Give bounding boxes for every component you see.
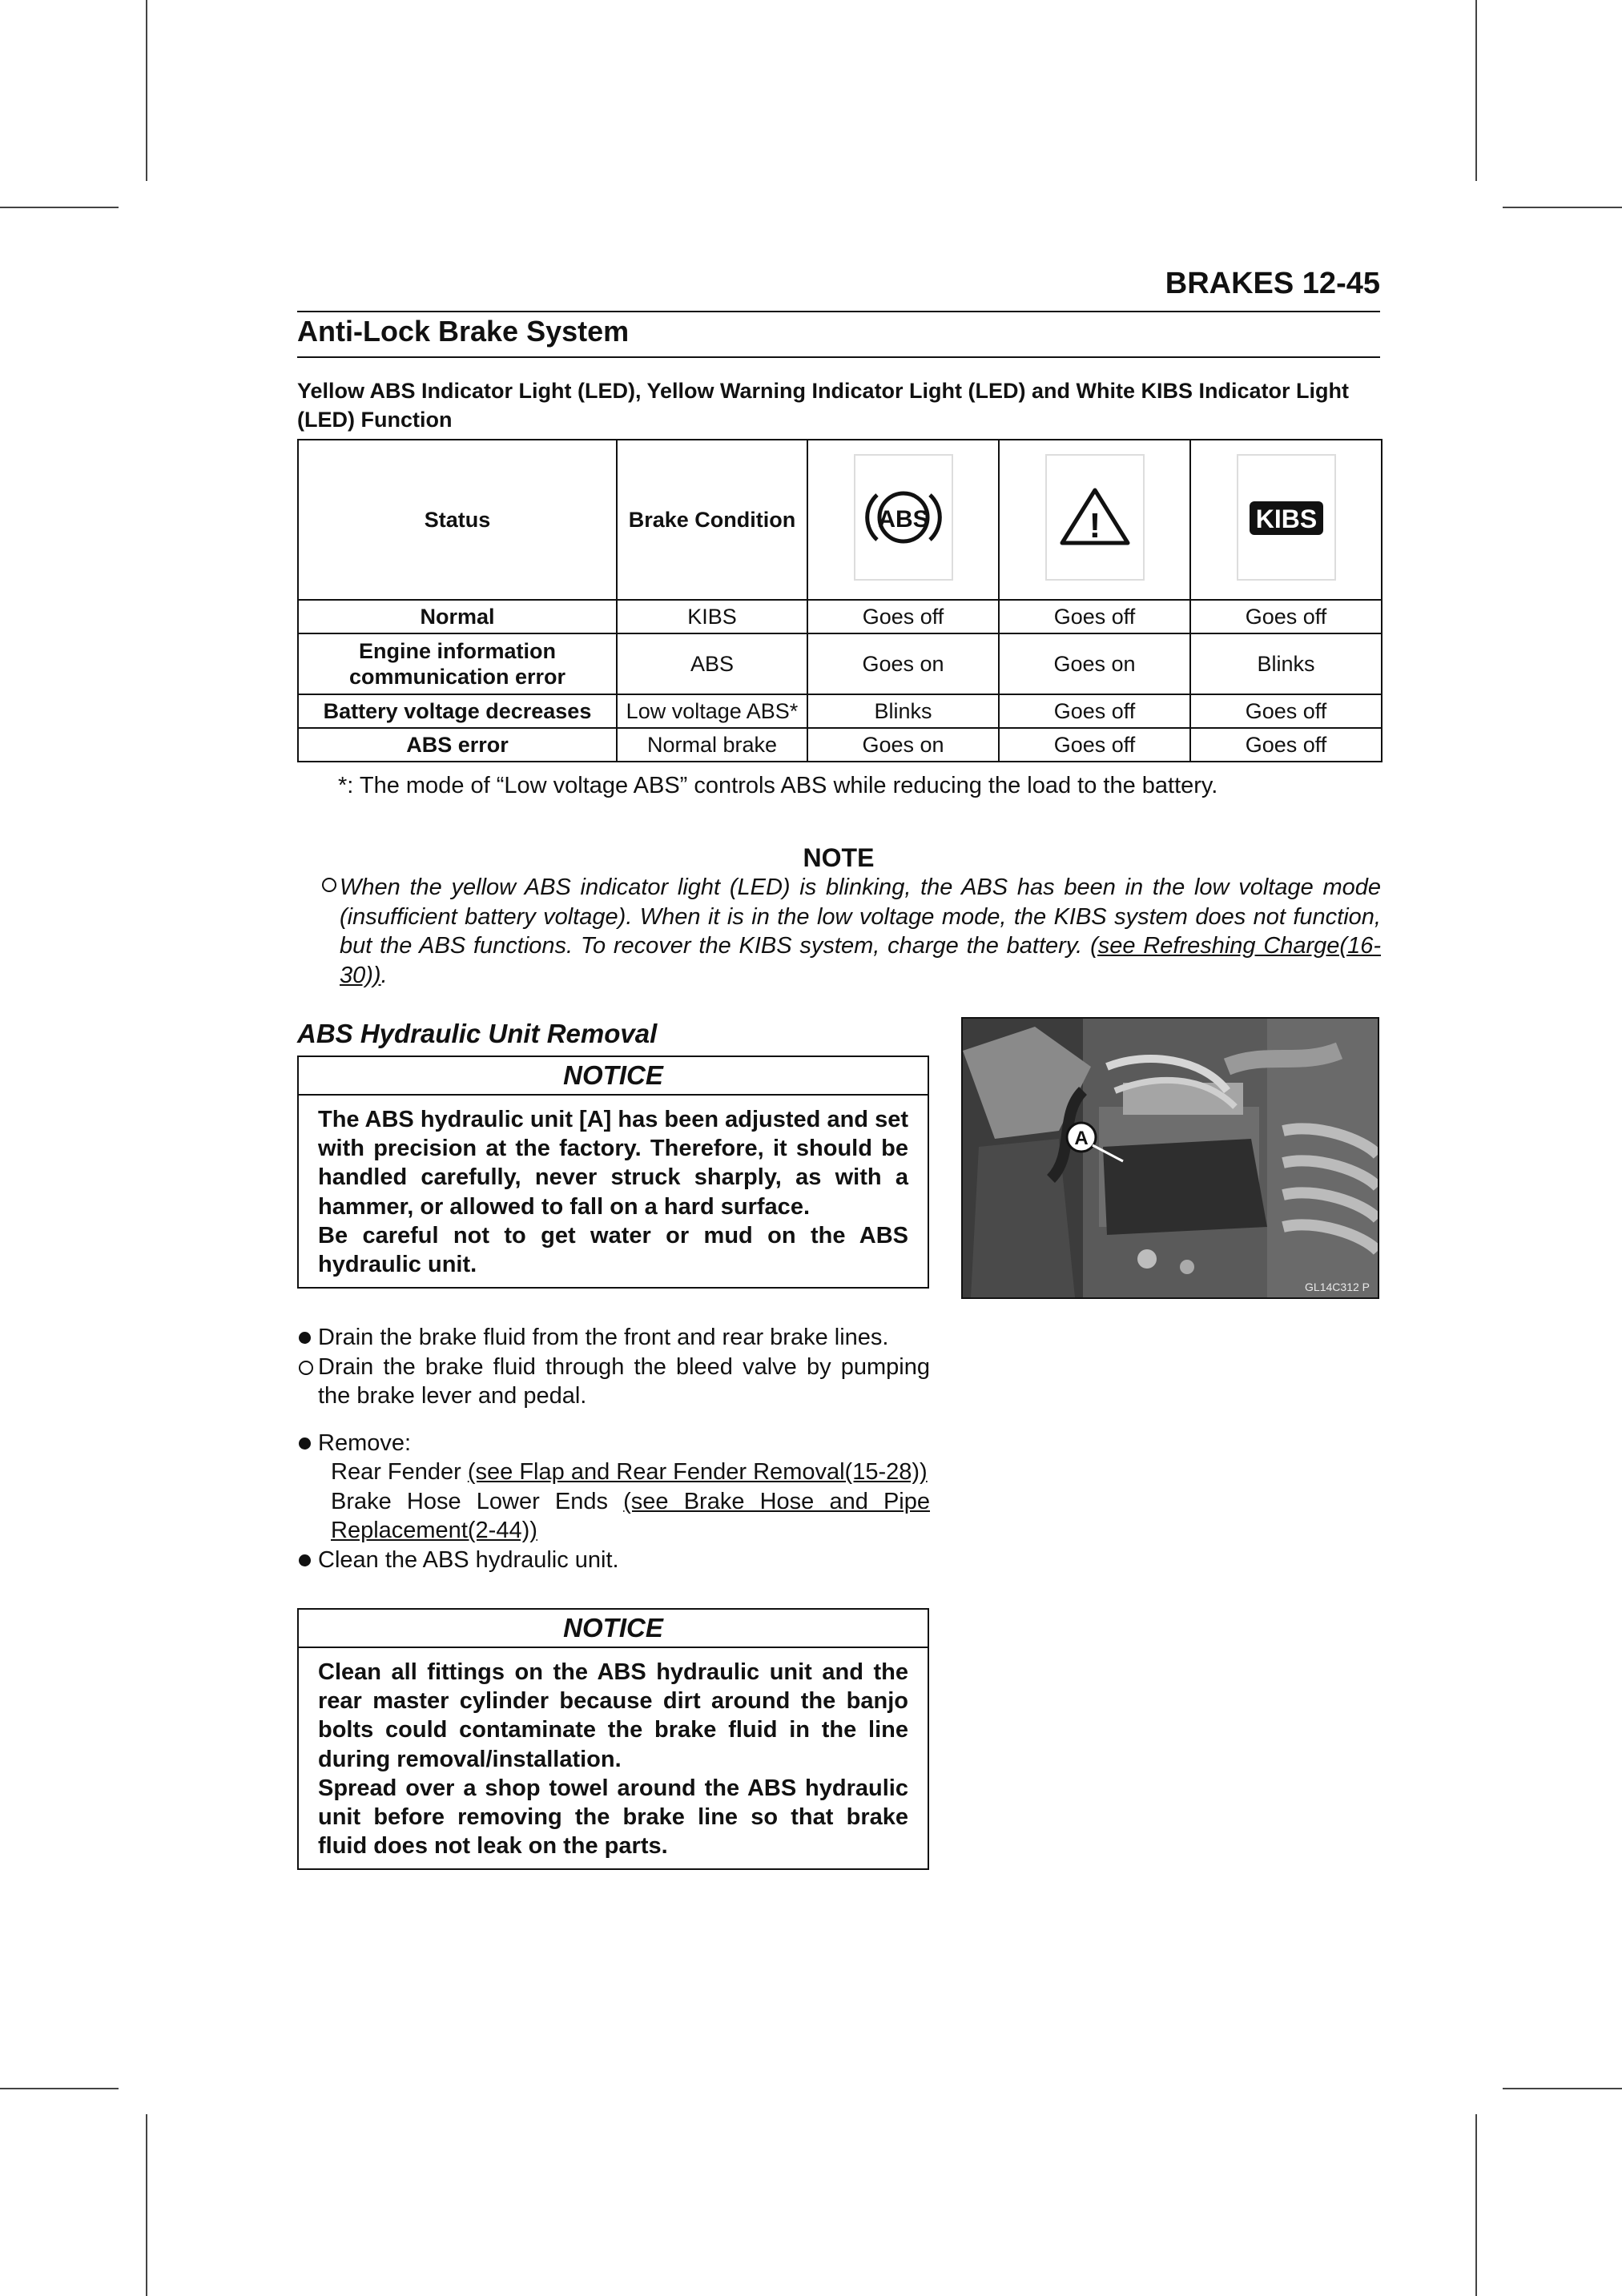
notice-paragraph: Clean all fittings on the ABS hydraulic unit and the rear master cylinder because dirt around the banjo bolts could contaminate the brake fluid in the line during removal/installation. (318, 1659, 908, 1772)
table-row (298, 728, 1382, 762)
bullet-icon (299, 1332, 311, 1344)
condition-cell: KIBS (617, 600, 807, 633)
note-trail: . (380, 962, 388, 988)
step-text: Clean the ABS hydraulic unit. (318, 1546, 619, 1573)
notice-paragraph: Spread over a shop towel around the ABS hydraulic unit before removing the brake line so that brake fluid does not leak on the parts. (318, 1775, 908, 1860)
abs-cell: Goes on (807, 633, 999, 694)
abs-indicator-icon (853, 453, 954, 587)
crop-mark (1475, 2114, 1477, 2296)
note-text: When the yellow ABS indicator light (LED) is blinking, the ABS has been in the low voltage mode (insufficient battery voltage). When it is in the low voltage mode, the KIBS system does not function, but the ABS functions. To recover the KIBS system, charge the battery. (340, 875, 1381, 959)
hollow-circle-icon (299, 1361, 313, 1375)
list-item (297, 1546, 930, 1575)
status-cell: Normal (298, 600, 617, 633)
bullet-icon (299, 1554, 311, 1566)
notice-paragraph: The ABS hydraulic unit [A] has been adjusted and set with precision at the factory. Therefore, it should be handled carefully, never struck sharply, as with a hammer, or allowed to fall on a hard surface. (318, 1107, 908, 1220)
warning-icon-text: ! (1089, 505, 1101, 545)
notice-box-cleaning (297, 1608, 929, 1870)
crop-mark (1503, 207, 1622, 208)
status-cell: ABS error (298, 728, 617, 762)
warning-triangle-icon (1044, 453, 1145, 587)
brake-hose-link[interactable]: (see Brake Hose and Pipe Replacement(2-44)) (331, 1488, 931, 1543)
item-text: Brake Hose Lower Ends (331, 1488, 608, 1514)
step-text: Drain the brake fluid through the bleed valve by pumping the brake lever and pedal. (318, 1353, 930, 1409)
crop-mark (0, 2088, 119, 2089)
rear-fender-link[interactable]: (see Flap and Rear Fender Removal(15-28)) (467, 1459, 928, 1485)
list-item (297, 1487, 930, 1546)
list-item (297, 1458, 930, 1487)
kibs-icon-text: KIBS (1255, 504, 1317, 533)
removal-steps (297, 1323, 930, 1574)
abs-icon-text: ABS (877, 505, 929, 533)
table-row (298, 694, 1382, 728)
status-cell: Engine information communication error (298, 633, 617, 694)
notice-paragraph: Be careful not to get water or mud on the ABS hydraulic unit. (318, 1222, 908, 1278)
page-header: BRAKES 12-45 (1165, 267, 1380, 300)
table-row (298, 600, 1382, 633)
section-rule (297, 356, 1380, 358)
section-title: Anti-Lock Brake System (297, 315, 630, 348)
note-body (322, 873, 1381, 990)
header-brake-condition: Brake Condition (617, 440, 807, 600)
table-footnote: *: The mode of “Low voltage ABS” controls ABS while reducing the load to the battery. (338, 773, 1218, 798)
header-rule (297, 311, 1380, 312)
item-text: Rear Fender (331, 1459, 461, 1485)
header-warning-light (999, 440, 1190, 600)
step-text: Remove: (318, 1429, 412, 1456)
crop-mark (146, 2114, 147, 2296)
notice-heading: NOTICE (299, 1057, 928, 1096)
photo-code: GL14C312 P (1305, 1281, 1370, 1293)
indicator-function-table (297, 439, 1383, 762)
abs-cell: Goes off (807, 600, 999, 633)
table-caption: Yellow ABS Indicator Light (LED), Yellow Warning Indicator Light (LED) and White KIBS Indicator Light (LED) Function (297, 379, 1349, 432)
warning-cell: Goes off (999, 728, 1190, 762)
kibs-cell: Goes off (1190, 728, 1382, 762)
list-item (297, 1323, 930, 1353)
warning-cell: Goes off (999, 694, 1190, 728)
table-header-row (298, 440, 1382, 600)
step-text: Drain the brake fluid from the front and rear brake lines. (318, 1325, 889, 1350)
list-item (297, 1353, 930, 1411)
condition-cell: Normal brake (617, 728, 807, 762)
kibs-indicator-icon (1236, 453, 1337, 587)
header-status: Status (298, 440, 617, 600)
notice-box-precision (297, 1056, 929, 1289)
table-row (298, 633, 1382, 694)
abs-hydraulic-unit-photo (961, 1017, 1379, 1299)
kibs-cell: Blinks (1190, 633, 1382, 694)
kibs-cell: Goes off (1190, 694, 1382, 728)
removal-title: ABS Hydraulic Unit Removal (297, 1019, 658, 1048)
status-cell: Battery voltage decreases (298, 694, 617, 728)
abs-cell: Blinks (807, 694, 999, 728)
crop-mark (1475, 0, 1477, 181)
hollow-circle-icon (322, 878, 336, 892)
note-title: NOTE (803, 843, 875, 872)
condition-cell: ABS (617, 633, 807, 694)
warning-cell: Goes on (999, 633, 1190, 694)
crop-mark (1503, 2088, 1622, 2089)
crop-mark (146, 0, 147, 181)
kibs-cell: Goes off (1190, 600, 1382, 633)
crop-mark (0, 207, 119, 208)
condition-cell: Low voltage ABS* (617, 694, 807, 728)
header-kibs-light (1190, 440, 1382, 600)
notice-heading: NOTICE (299, 1610, 928, 1648)
warning-cell: Goes off (999, 600, 1190, 633)
abs-cell: Goes on (807, 728, 999, 762)
photo-callout-label: A (1074, 1128, 1089, 1149)
list-item (297, 1429, 930, 1458)
bullet-icon (299, 1438, 311, 1450)
refreshing-charge-link[interactable]: (see Refreshing Charge(16-30)) (340, 933, 1382, 988)
header-abs-light (807, 440, 999, 600)
